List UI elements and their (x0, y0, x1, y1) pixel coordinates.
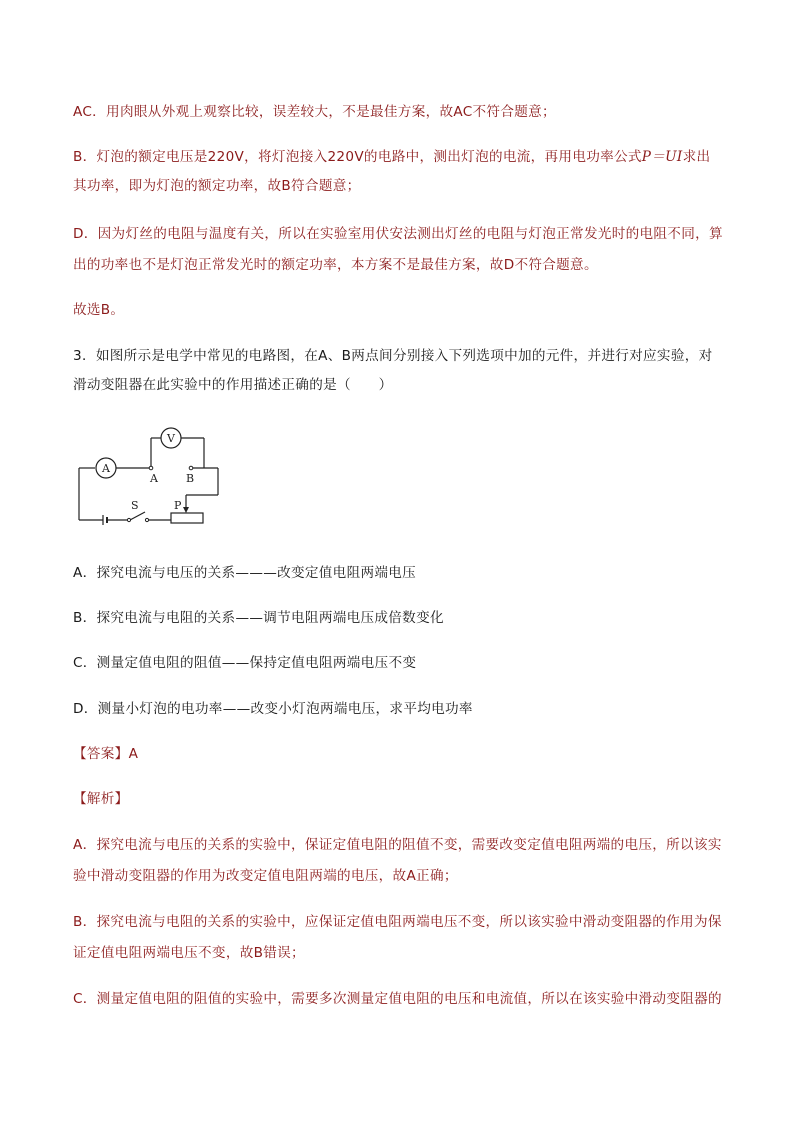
explanation-d-line1: D．因为灯丝的电阻与温度有关，所以在实验室用伏安法测出灯丝的电阻与灯泡正常发光时的电阻不同，算 (73, 226, 723, 242)
switch-left-terminal (127, 518, 130, 521)
analysis-b-line1: B．探究电流与电阻的关系的实验中，应保证定值电阻两端电压不变，所以该实验中滑动变阻器的作用为保 (73, 914, 722, 930)
point-b-terminal (189, 466, 193, 470)
analysis-heading: 【解析】 (73, 791, 129, 807)
explanation-b-text-end: 求出 (682, 149, 711, 165)
question-stem-line2: 滑动变阻器在此实验中的作用描述正确的是（ ） (73, 377, 393, 393)
analysis-a-line1: A．探究电流与电压的关系的实验中，保证定值电阻的阻值不变，需要改变定值电阻两端的电压，所以该实 (73, 837, 722, 853)
option-b: B．探究电流与电阻的关系——调节电阻两端电压成倍数变化 (73, 610, 444, 626)
switch-right-terminal (145, 518, 148, 521)
switch-label: S (131, 499, 139, 512)
explanation-b-line1 (73, 141, 723, 173)
slider-label: P (174, 499, 182, 512)
option-c: C．测量定值电阻的阻值——保持定值电阻两端电压不变 (73, 655, 417, 671)
explanation-b-text: B．灯泡的额定电压是220V，将灯泡接入220V的电路中，测出灯泡的电流，再用电功率公式 (73, 149, 642, 165)
ammeter-label: A (102, 462, 110, 475)
explanation-b-line2: 其功率，即为灯泡的额定功率，故B符合题意； (73, 178, 361, 194)
explanation-ac: AC．用肉眼从外观上观察比较，误差较大，不是最佳方案，故AC不符合题意； (73, 104, 556, 120)
analysis-a-line2: 验中滑动变阻器的作用为改变定值电阻两端的电压，故A正确； (73, 868, 458, 884)
explanation-choose: 故选B。 (73, 302, 125, 318)
analysis-c-line1: C．测量定值电阻的阻值的实验中，需要多次测量定值电阻的电压和电流值，所以在该实验中滑动变阻器的 (73, 991, 722, 1007)
rheostat-symbol (171, 513, 203, 523)
point-a-label: A (150, 472, 158, 485)
switch-blade (130, 512, 145, 520)
power-formula: P＝UI (641, 149, 683, 165)
option-a: A．探究电流与电压的关系———改变定值电阻两端电压 (73, 565, 417, 581)
point-b-label: B (186, 472, 195, 485)
explanation-d-line2: 出的功率也不是灯泡正常发光时的额定功率，本方案不是最佳方案，故D不符合题意。 (73, 257, 598, 273)
option-d: D．测量小灯泡的电功率——改变小灯泡两端电压，求平均电功率 (73, 701, 473, 717)
slider-arrow-head (183, 507, 189, 513)
circuit-diagram (73, 425, 223, 530)
question-stem-line1: 3．如图所示是电学中常见的电路图，在A、B两点间分别接入下列选项中加的元件，并进行对应实验，对 (73, 348, 713, 364)
answer: 【答案】A (73, 746, 139, 762)
point-a-terminal (149, 466, 153, 470)
analysis-b-line2: 证定值电阻两端电压不变，故B错误； (73, 945, 305, 961)
voltmeter-label: V (167, 432, 175, 445)
